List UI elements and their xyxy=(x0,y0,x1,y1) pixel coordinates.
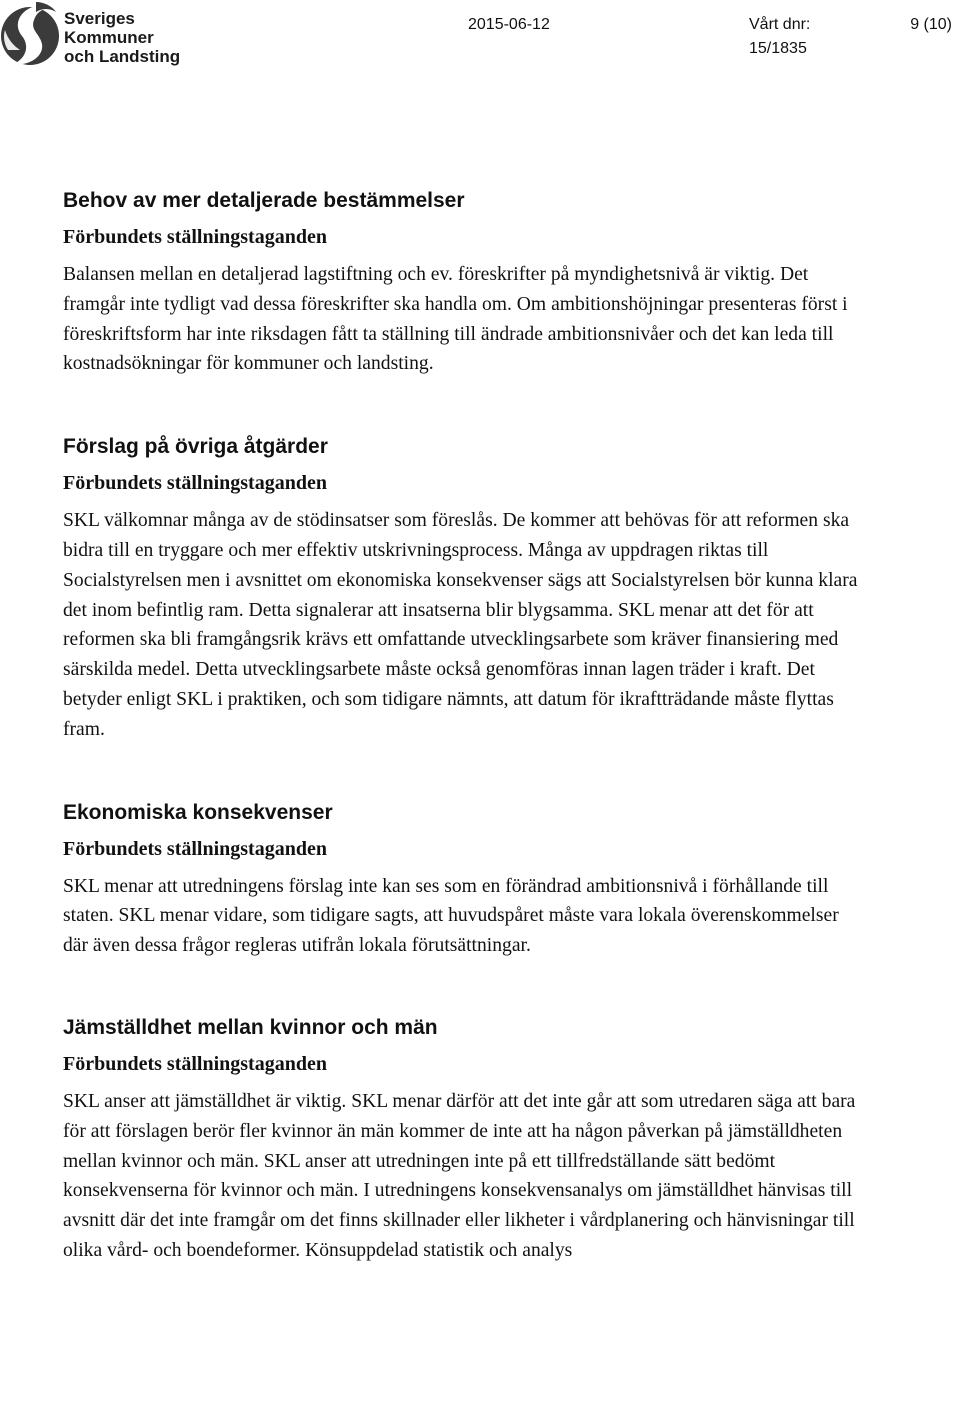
logo-line-1: Sveriges xyxy=(64,9,135,28)
reference-number: 15/1835 xyxy=(749,40,807,57)
section-subheading: Förbundets ställningstaganden xyxy=(63,472,327,495)
logo-line-2: Kommuner xyxy=(64,28,154,47)
section-subheading: Förbundets ställningstaganden xyxy=(63,226,327,248)
logo-wordmark xyxy=(64,9,180,66)
section-heading: Ekonomiska konsekvenser xyxy=(63,800,333,824)
section-paragraph: SKL välkomnar många av de stödinsatser som föreslås. De kommer att behövas för att reformen ska bidra till en tryggare och mer effektiv utskrivningsprocess. Många av uppdragen riktas till Socialstyrelsen men i avsnittet om ekonomiska konsekvenser sägs att Socialstyrelsen bör kunna klara det inom befintlig ram. Detta signalerar att insatserna blir blygsamma. SKL menar att det för att reformen ska bli framgångsrik krävs ett omfattande utvecklingsarbete som kräver finansiering med särskilda medel. Detta utvecklingsarbete måste också genomföras innan lagen träder i kraft. Det betyder enligt SKL i praktiken, och som tidigare nämnts, att datum för ikraftträdande måste flyttas fram. xyxy=(63,510,858,740)
document-date: 2015-06-12 xyxy=(468,16,550,33)
page-number: 9 (10) xyxy=(910,16,952,33)
section-subheading: Förbundets ställningstaganden xyxy=(63,1052,327,1075)
skl-emblem-icon xyxy=(0,0,62,76)
section-heading: Jämställdhet mellan kvinnor och män xyxy=(63,1015,438,1039)
logo-line-3: och Landsting xyxy=(64,47,181,66)
section-heading: Förslag på övriga åtgärder xyxy=(63,435,328,459)
document-body xyxy=(63,186,863,1266)
skl-logo xyxy=(0,0,180,76)
page-header xyxy=(0,0,960,80)
section-detailed-regulations xyxy=(63,186,863,379)
section-paragraph: Balansen mellan en detaljerad lagstiftning och ev. föreskrifter på myndighetsnivå är viktig. Det framgår inte tydligt vad dessa föreskrifter ska handla om. Om ambitionshöjningar presenteras först i föreskriftsform har inte riksdagen fått ta ställning till ändrade ambitionsnivåer och det kan leda till kostnadsökningar för kommuner och landsting. xyxy=(63,264,848,375)
section-economic-consequences xyxy=(63,798,863,961)
reference-number-label: Vårt dnr: xyxy=(749,16,811,33)
section-gender-equality xyxy=(63,1013,863,1266)
section-heading: Behov av mer detaljerade bestämmelser xyxy=(63,189,465,212)
section-paragraph: SKL anser att jämställdhet är viktig. SKL menar därför att det inte går att som utredaren säga att bara för att förslagen berör fler kvinnor än män kommer de inte att ha någon påverkan på jämställdheten mellan kvinnor och män. SKL anser att utredningen inte på ett tillfredställande sätt bedömt konsekvenserna för kvinnor och män. I utredningens konsekvensanalys om jämställdhet hänvisas till avsnitt där det inte framgår om det finns skillnader eller likheter i vårdplanering och hänvisningar till olika vård- och boendeformer. Könsuppdelad statistik och analys xyxy=(63,1090,856,1261)
section-other-measures xyxy=(63,432,863,744)
section-paragraph: SKL menar att utredningens förslag inte kan ses som en förändrad ambitionsnivå i förhållande till staten. SKL menar vidare, som tidigare sagts, att huvudspåret måste vara lokala överenskommelser där även dessa frågor regleras utifrån lokala förutsättningar. xyxy=(63,875,839,957)
section-subheading: Förbundets ställningstaganden xyxy=(63,837,327,860)
